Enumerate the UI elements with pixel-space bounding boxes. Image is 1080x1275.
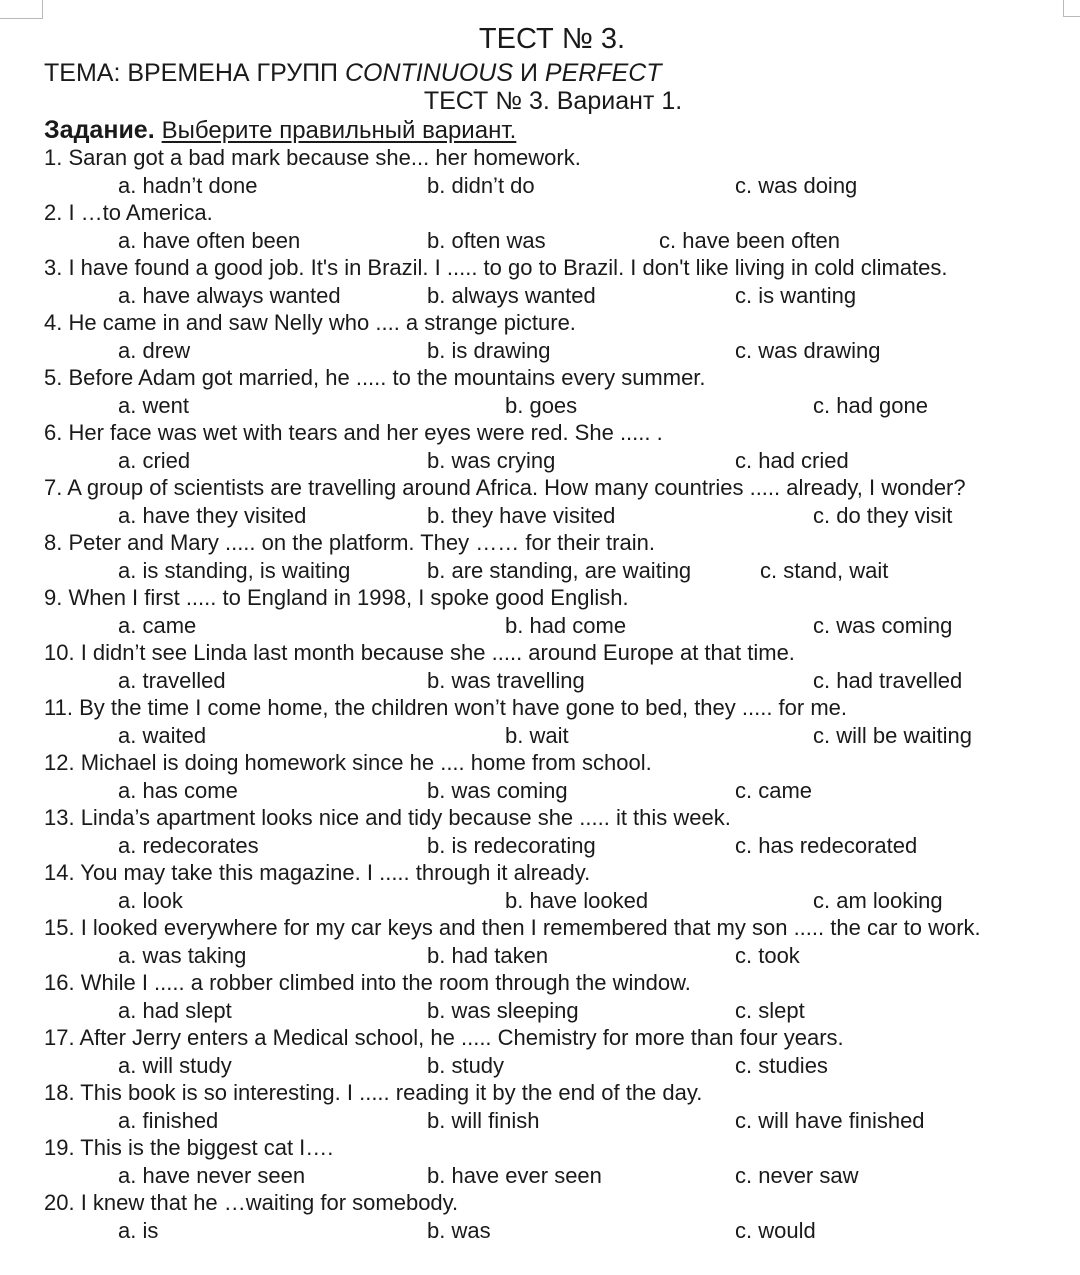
task-text: Выберите правильный вариант. [161,117,517,144]
option-a: a. have they visited [118,503,307,528]
question-2 [0,199,1080,254]
test-topic [44,58,662,88]
question-text: 16. While I ..... a robber climbed into the room through the window. [44,970,691,995]
option-a: a. had slept [118,998,232,1023]
option-b: b. was travelling [427,668,585,693]
question-text: 6. Her face was wet with tears and her eyes were red. She ..... . [44,420,663,445]
question-text: 2. I …to America. [44,200,213,225]
question-text: 20. I knew that he …waiting for somebody. [44,1190,459,1215]
question-11 [0,694,1080,749]
page-corner-mark-left [0,0,43,19]
option-b: b. was crying [427,448,556,473]
option-b: b. always wanted [427,283,596,308]
option-c: c. will be waiting [813,723,972,748]
option-a: a. cried [118,448,191,473]
question-4 [0,309,1080,364]
question-text: 18. This book is so interesting. I ..... reading it by the end of the day. [44,1080,703,1105]
question-19 [0,1134,1080,1189]
option-a: a. have never seen [118,1163,306,1188]
option-b: b. study [427,1053,505,1078]
task-label: Задание. [44,116,155,144]
option-b: b. have looked [505,888,649,913]
option-c: c. have been often [659,228,841,253]
option-b: b. is redecorating [427,833,596,858]
question-10 [0,639,1080,694]
option-c: c. would [735,1218,816,1243]
option-b: b. was [427,1218,491,1243]
question-9 [0,584,1080,639]
topic-and: И [513,59,545,87]
question-1 [0,144,1080,199]
option-b: b. had taken [427,943,549,968]
option-c: c. has redecorated [735,833,918,858]
question-7 [0,474,1080,529]
option-b: b. often was [427,228,546,253]
questions-list [0,144,1080,1244]
option-c: c. had cried [735,448,849,473]
question-5 [0,364,1080,419]
question-text: 10. I didn’t see Linda last month because she ..... around Europe at that time. [44,640,795,665]
question-text: 4. He came in and saw Nelly who .... a strange picture. [44,310,576,335]
question-14 [0,859,1080,914]
question-15 [0,914,1080,969]
option-c: c. had travelled [813,668,963,693]
question-6 [0,419,1080,474]
option-c: c. studies [735,1053,828,1078]
question-text: 19. This is the biggest cat I…. [44,1135,334,1160]
option-b: b. had come [505,613,627,638]
topic-prefix: ТЕМА: ВРЕМЕНА ГРУПП [44,59,345,87]
option-b: b. they have visited [427,503,616,528]
option-a: a. have always wanted [118,283,341,308]
question-12 [0,749,1080,804]
question-text: 12. Michael is doing homework since he .... home from school. [44,750,652,775]
option-c: c. slept [735,998,805,1023]
option-a: a. was taking [118,943,247,968]
option-b: b. will finish [427,1108,540,1133]
page-corner-mark-right [1063,0,1080,17]
option-b: b. was sleeping [427,998,579,1023]
question-text: 3. I have found a good job. It's in Brazil. I ..... to go to Brazil. I don't like living in cold climates. [44,255,948,280]
question-20 [0,1189,1080,1244]
question-13 [0,804,1080,859]
question-text: 5. Before Adam got married, he ..... to the mountains every summer. [44,365,706,390]
option-b: b. was coming [427,778,568,803]
question-text: 13. Linda’s apartment looks nice and tidy because she ..... it this week. [44,805,731,830]
option-a: a. went [118,393,189,418]
question-text: 15. I looked everywhere for my car keys and then I remembered that my son ..... the car to work. [44,915,981,940]
option-a: a. hadn’t done [118,173,258,198]
option-c: c. took [735,943,800,968]
option-a: a. have often been [118,228,301,253]
option-a: a. came [118,613,197,638]
option-a: a. drew [118,338,191,363]
question-text: 14. You may take this magazine. I ..... through it already. [44,860,591,885]
question-text: 9. When I first ..... to England in 1998, I spoke good English. [44,585,629,610]
task-instruction [44,115,516,146]
test-title: ТЕСТ № 3. [478,23,626,55]
option-a: a. travelled [118,668,226,693]
option-a: a. finished [118,1108,219,1133]
question-17 [0,1024,1080,1079]
option-b: b. didn’t do [427,173,535,198]
test-variant: ТЕСТ № 3. Вариант 1. [423,87,683,115]
option-c: c. will have finished [735,1108,925,1133]
option-c: c. is wanting [735,283,857,308]
option-a: a. is [118,1218,159,1243]
question-text: 8. Peter and Mary ..... on the platform. They …… for their train. [44,530,655,555]
option-c: c. was coming [813,613,953,638]
topic-perfect: PERFECT [544,59,662,87]
option-c: c. never saw [735,1163,859,1188]
option-a: a. waited [118,723,207,748]
option-c: c. stand, wait [760,558,889,583]
option-c: c. was drawing [735,338,881,363]
option-c: c. do they visit [813,503,953,528]
option-a: a. will study [118,1053,232,1078]
question-text: 7. A group of scientists are travelling around Africa. How many countries ..... already, I wonder? [44,475,966,500]
option-c: c. am looking [813,888,943,913]
option-a: a. has come [118,778,238,803]
question-18 [0,1079,1080,1134]
topic-continuous: CONTINUOUS [344,59,514,87]
question-8 [0,529,1080,584]
option-b: b. goes [505,393,578,418]
option-b: b. are standing, are waiting [427,558,692,583]
question-16 [0,969,1080,1024]
option-a: a. look [118,888,183,913]
option-a: a. is standing, is waiting [118,558,351,583]
question-text: 17. After Jerry enters a Medical school, he ..... Chemistry for more than four years. [44,1025,844,1050]
option-a: a. redecorates [118,833,259,858]
option-c: c. came [735,778,813,803]
option-b: b. wait [505,723,569,748]
question-text: 11. By the time I come home, the children won’t have gone to bed, they ..... for me. [44,695,848,720]
question-3 [0,254,1080,309]
option-b: b. have ever seen [427,1163,602,1188]
question-text: 1. Saran got a bad mark because she... her homework. [44,145,581,170]
option-b: b. is drawing [427,338,551,363]
option-c: c. was doing [735,173,858,198]
option-c: c. had gone [813,393,928,418]
